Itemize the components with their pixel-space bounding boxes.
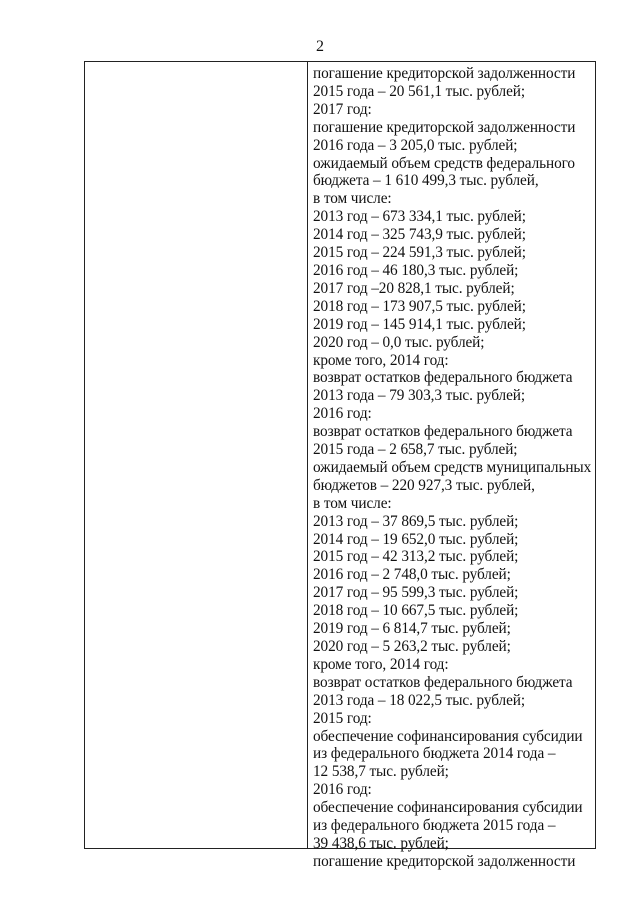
text-line: погашение кредиторской задолженности bbox=[313, 65, 576, 82]
text-line: 2017 год –20 828,1 тыс. рублей; bbox=[313, 279, 515, 297]
text-line: 2013 год – 673 334,1 тыс. рублей; bbox=[313, 208, 526, 226]
text-line: ожидаемый объем средств федерального bbox=[313, 154, 575, 172]
text-line: 2016 год: bbox=[313, 405, 372, 423]
text-line: 2019 год – 145 914,1 тыс. рублей; bbox=[313, 315, 526, 333]
text-line: 2015 год: bbox=[313, 709, 372, 727]
text-line: возврат остатков федерального бюджета bbox=[313, 673, 573, 691]
text-line: 2017 год – 95 599,3 тыс. рублей; bbox=[313, 584, 519, 602]
text-line: в том числе: bbox=[313, 190, 392, 208]
text-line: погашение кредиторской задолженности bbox=[313, 118, 576, 136]
text-line: возврат остатков федерального бюджета bbox=[313, 369, 573, 387]
text-line: 2015 год – 224 591,3 тыс. рублей; bbox=[313, 244, 526, 262]
text-line: 2013 года – 79 303,3 тыс. рублей; bbox=[313, 387, 526, 405]
text-line: погашение кредиторской задолженности bbox=[313, 852, 576, 870]
table-column-divider bbox=[307, 62, 308, 848]
text-line: кроме того, 2014 год: bbox=[313, 655, 449, 673]
text-line: ожидаемый объем средств муниципальных bbox=[313, 458, 592, 476]
text-line: 2013 год – 37 869,5 тыс. рублей; bbox=[313, 512, 519, 530]
text-line: бюджета – 1 610 499,3 тыс. рублей, bbox=[313, 172, 539, 190]
text-line: обеспечение софинансирования субсидии bbox=[313, 727, 583, 745]
text-line: 2015 года – 20 561,1 тыс. рублей; bbox=[313, 82, 526, 100]
page-number: 2 bbox=[316, 38, 324, 55]
text-line: 2016 года – 3 205,0 тыс. рублей; bbox=[313, 136, 518, 154]
text-line: 2016 год – 2 748,0 тыс. рублей; bbox=[313, 566, 511, 584]
text-line: 2014 год – 19 652,0 тыс. рублей; bbox=[313, 530, 519, 548]
text-line: кроме того, 2014 год: bbox=[313, 351, 449, 369]
table-right-cell bbox=[313, 65, 597, 871]
text-line: 2016 год – 46 180,3 тыс. рублей; bbox=[313, 261, 519, 279]
text-line: 2018 год – 10 667,5 тыс. рублей; bbox=[313, 602, 519, 620]
text-line: 2020 год – 5 263,2 тыс. рублей; bbox=[313, 638, 511, 655]
text-line: 2015 год – 42 313,2 тыс. рублей; bbox=[313, 548, 519, 566]
text-line: 2019 год – 6 814,7 тыс. рублей; bbox=[313, 620, 511, 638]
document-table bbox=[84, 61, 596, 870]
text-line: обеспечение софинансирования субсидии bbox=[313, 799, 583, 817]
text-line: 2018 год – 173 907,5 тыс. рублей; bbox=[313, 297, 526, 315]
text-line: возврат остатков федерального бюджета bbox=[313, 423, 573, 441]
text-line: из федерального бюджета 2014 года – bbox=[313, 745, 556, 763]
text-line: 2020 год – 0,0 тыс. рублей; bbox=[313, 333, 485, 351]
text-line: бюджетов – 220 927,3 тыс. рублей, bbox=[313, 476, 535, 494]
text-line: 2017 год: bbox=[313, 100, 372, 118]
text-line: из федерального бюджета 2015 года – bbox=[313, 817, 556, 835]
text-line: 12 538,7 тыс. рублей; bbox=[313, 763, 449, 781]
text-line: 2016 год: bbox=[313, 781, 372, 799]
text-line: 2013 года – 18 022,5 тыс. рублей; bbox=[313, 691, 526, 709]
text-line: 2014 год – 325 743,9 тыс. рублей; bbox=[313, 226, 526, 244]
text-line: в том числе: bbox=[313, 494, 392, 512]
text-line: 2015 года – 2 658,7 тыс. рублей; bbox=[313, 441, 518, 459]
text-line: 39 438,6 тыс. рублей; bbox=[313, 834, 449, 852]
